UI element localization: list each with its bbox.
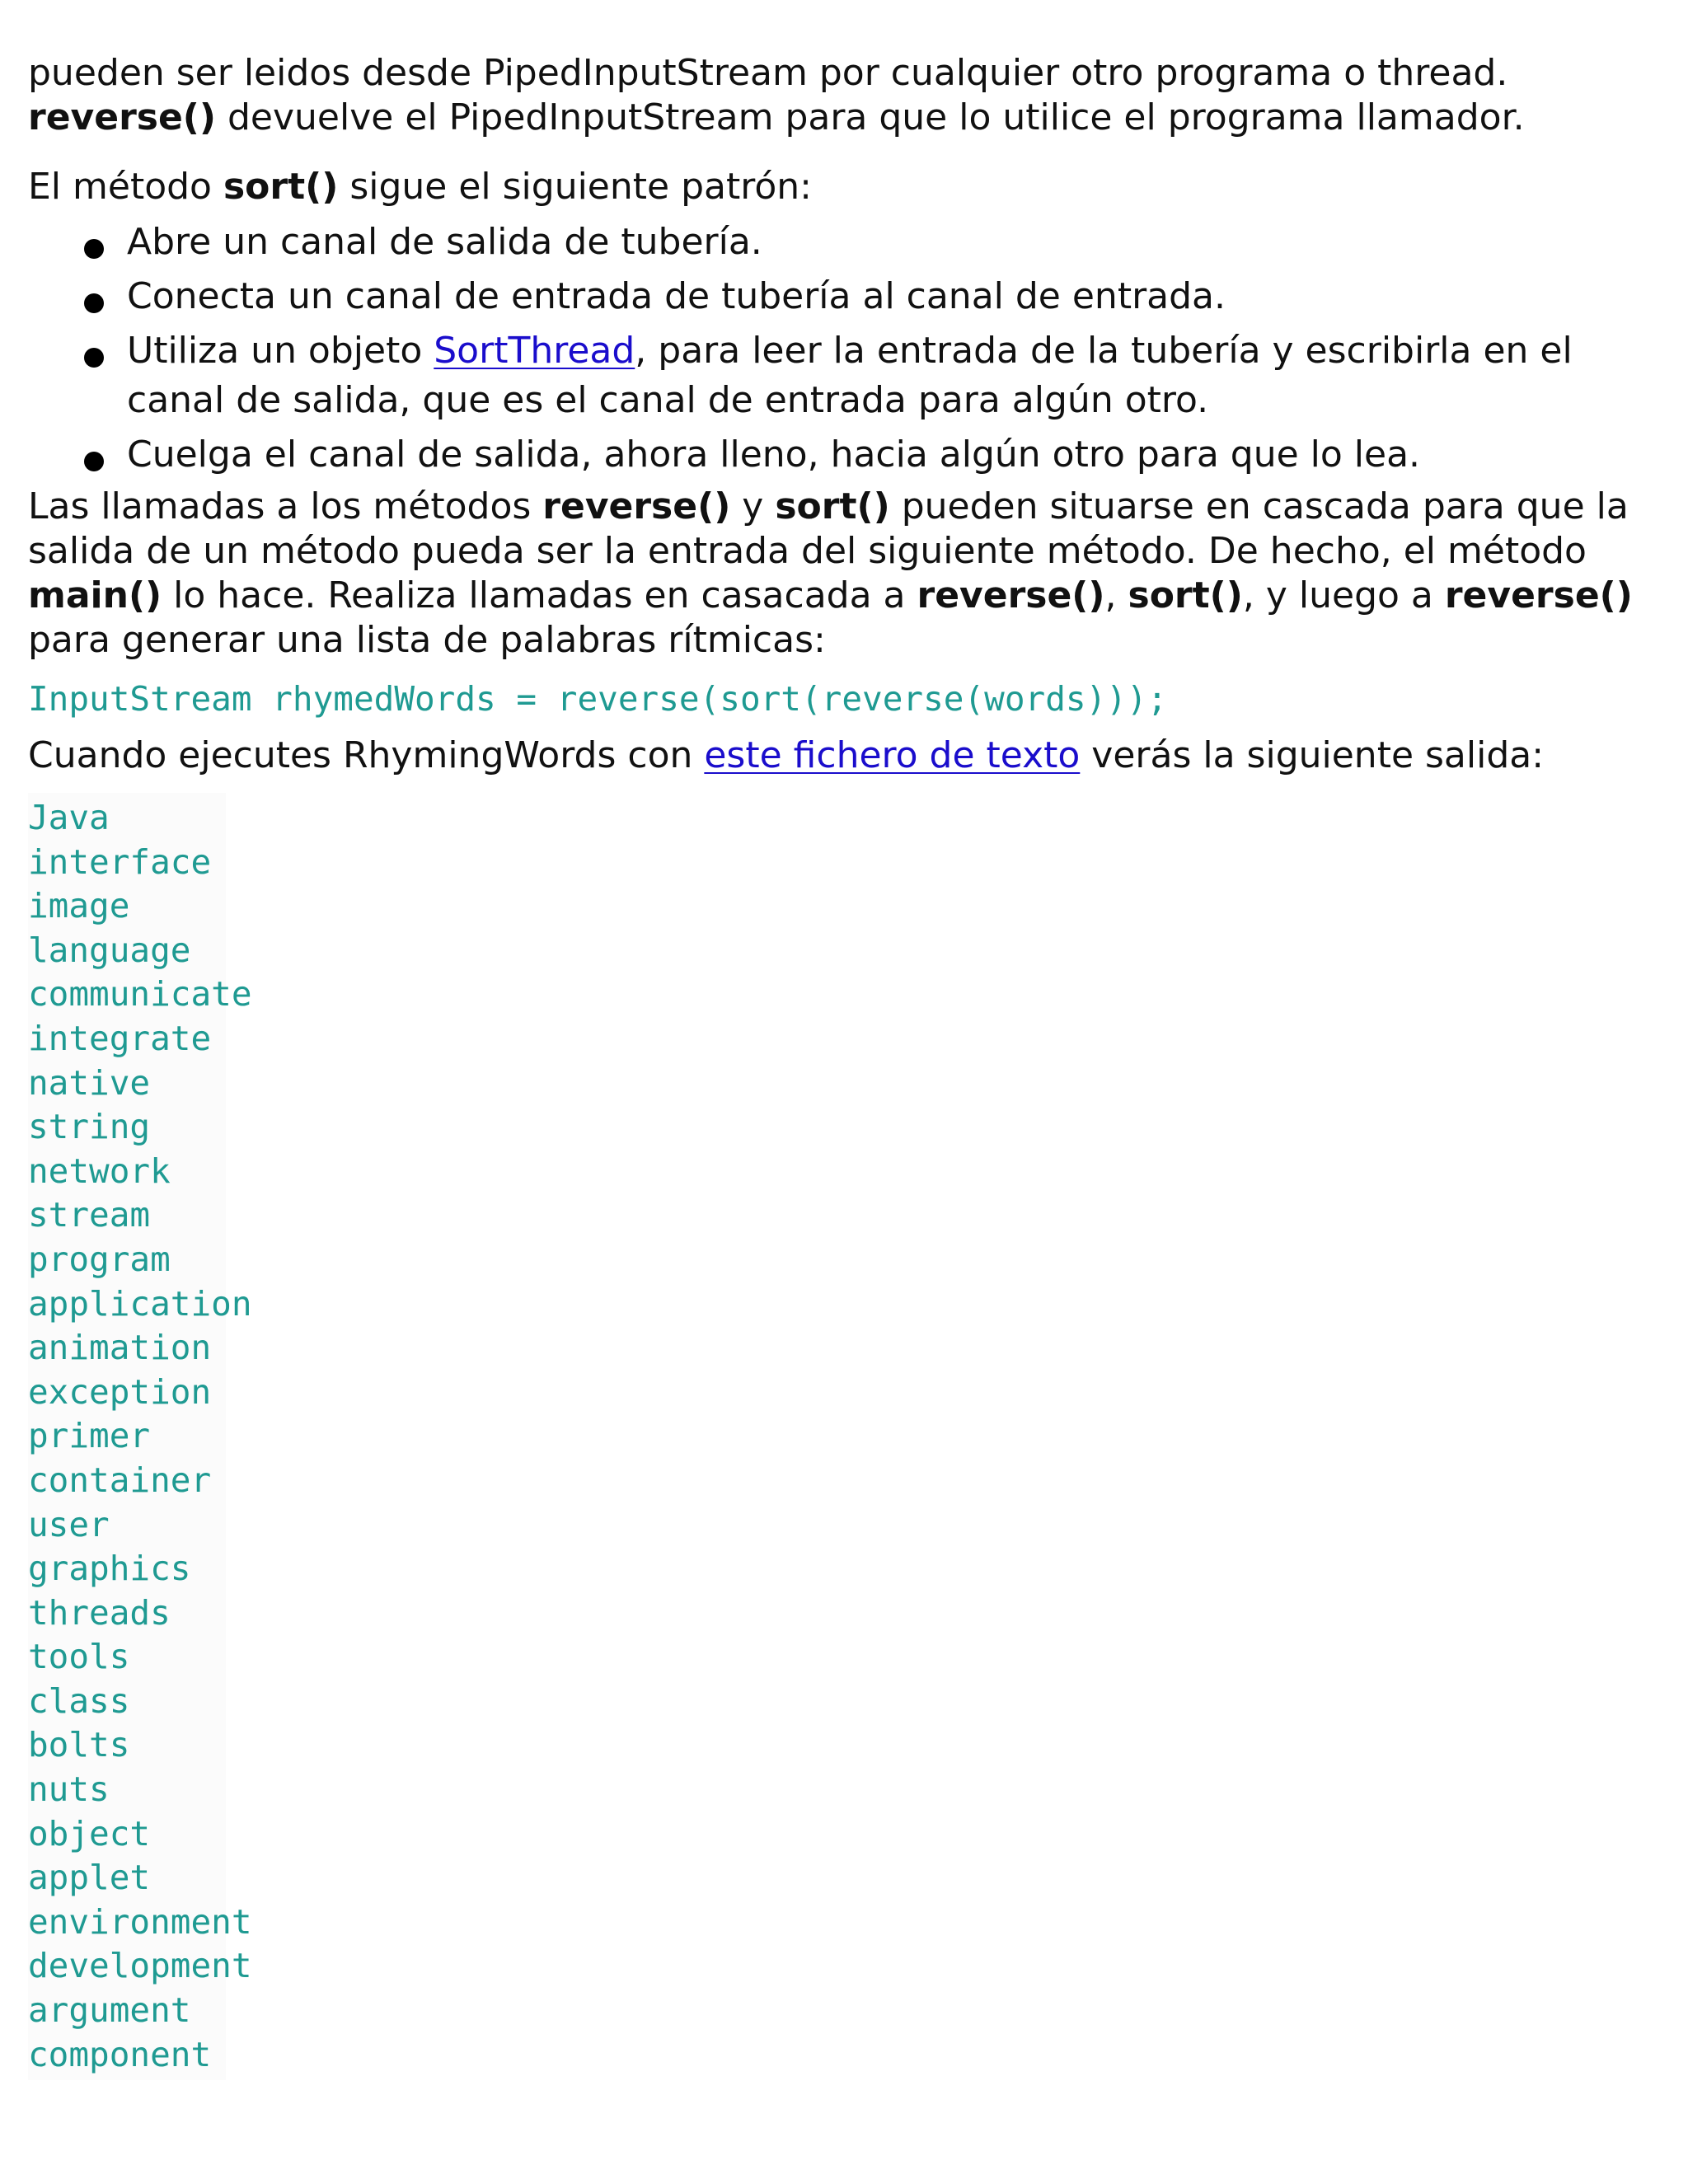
output-line: program [28, 1239, 171, 1279]
output-line: applet [28, 1858, 151, 1898]
list-item-text: Cuelga el canal de salida, ahora lleno, hacia algún otro para que lo lea. [127, 434, 1421, 476]
output-line: user [28, 1504, 110, 1544]
method-sort: sort() [223, 166, 339, 208]
list-item-text: , para leer la entrada de la tubería y escribirla en el canal de salida, que es el canal de entrada para algún otro. [127, 330, 1573, 421]
list-item [28, 272, 1668, 321]
paragraph-text: y [730, 485, 776, 527]
code-snippet: InputStream rhymedWords = reverse(sort(reverse(words))); [28, 679, 1168, 719]
paragraph-text: pueden ser leidos desde PipedInputStream por cualquier otro programa o thread. [28, 52, 1508, 94]
output-line: string [28, 1107, 151, 1147]
paragraph-piped-streams [28, 51, 1668, 140]
output-line: argument [28, 1990, 191, 2031]
paragraph-cascade [28, 485, 1668, 663]
list-item [28, 218, 1668, 267]
document-page [28, 51, 1668, 2080]
output-line: development [28, 1946, 252, 1986]
method-reverse: reverse() [1444, 574, 1633, 616]
text-file-link[interactable]: este fichero de texto [704, 734, 1081, 776]
output-line: component [28, 2034, 212, 2074]
method-sort: sort() [775, 485, 890, 527]
sort-steps-list [28, 218, 1668, 480]
output-line: network [28, 1151, 171, 1191]
output-line: nuts [28, 1769, 110, 1810]
method-sort: sort() [1128, 574, 1243, 616]
output-line: environment [28, 1901, 252, 1942]
output-line: threads [28, 1592, 171, 1633]
list-item [28, 430, 1668, 480]
bullet-icon [84, 239, 104, 259]
output-line: image [28, 886, 130, 926]
output-line: communicate [28, 974, 252, 1015]
bullet-icon [84, 293, 104, 313]
paragraph-output-intro [28, 733, 1668, 778]
paragraph-sort-pattern [28, 165, 1668, 209]
output-line: animation [28, 1328, 212, 1368]
program-output [28, 793, 252, 2080]
paragraph-text: para generar una lista de palabras rítmicas: [28, 619, 826, 661]
method-reverse: reverse() [917, 574, 1105, 616]
output-line: bolts [28, 1725, 130, 1765]
output-line: application [28, 1283, 252, 1324]
paragraph-text: lo hace. Realiza llamadas en casacada a [162, 574, 917, 616]
bullet-icon [84, 452, 104, 471]
output-line: primer [28, 1416, 151, 1456]
method-reverse: reverse() [542, 485, 731, 527]
paragraph-text: sigue el siguiente patrón: [338, 166, 812, 208]
output-line: language [28, 930, 191, 970]
list-item [28, 326, 1668, 425]
output-line: integrate [28, 1018, 212, 1058]
list-item-text: Utiliza un objeto [127, 330, 434, 372]
paragraph-text: , [1104, 574, 1128, 616]
output-line: graphics [28, 1549, 191, 1589]
output-line: class [28, 1680, 130, 1721]
sortthread-link[interactable]: SortThread [434, 330, 635, 372]
paragraph-text: Cuando ejecutes RhymingWords con [28, 734, 705, 776]
output-line: interface [28, 841, 212, 882]
method-reverse: reverse() [28, 96, 217, 138]
output-line: native [28, 1062, 151, 1103]
paragraph-text: Las llamadas a los métodos [28, 485, 543, 527]
paragraph-text: verás la siguiente salida: [1080, 734, 1545, 776]
list-item-text: Abre un canal de salida de tubería. [127, 221, 762, 263]
bullet-icon [84, 348, 104, 368]
output-line: Java [28, 798, 110, 837]
paragraph-text: El método [28, 166, 223, 208]
output-line: stream [28, 1195, 151, 1235]
output-line: tools [28, 1637, 130, 1677]
method-main: main() [28, 574, 162, 616]
output-line: container [28, 1460, 212, 1500]
list-item-text: Conecta un canal de entrada de tubería al canal de entrada. [127, 275, 1226, 317]
paragraph-text: , y luego a [1242, 574, 1445, 616]
paragraph-text: pueden situarse en cascada para que la salida de un método pueda ser la entrada del siguiente método. De hecho, el método [28, 485, 1629, 572]
output-line: object [28, 1813, 151, 1854]
output-line: exception [28, 1371, 212, 1412]
paragraph-text: devuelve el PipedInputStream para que lo utilice el programa llamador. [216, 96, 1525, 138]
